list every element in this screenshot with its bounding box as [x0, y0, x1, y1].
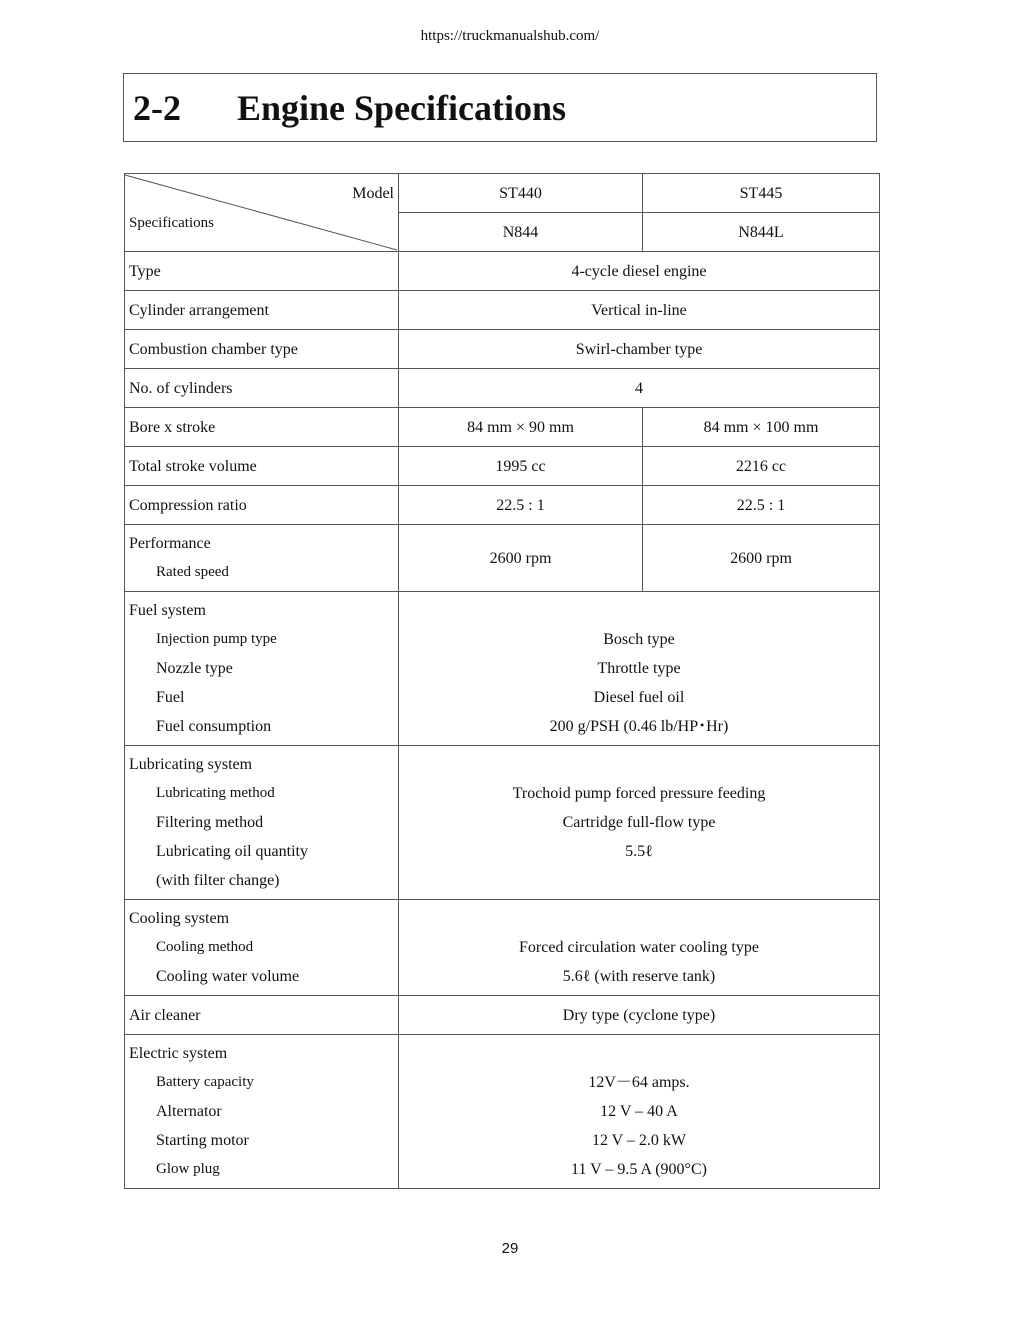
value-line: 5.6ℓ (with reserve tank)	[562, 968, 716, 985]
row-label-performance	[125, 525, 399, 592]
section-number: 2-2	[133, 88, 181, 128]
value-line: 12 V – 2.0 kW	[591, 1132, 687, 1149]
row-value-total-volume-st440: 1995 cc	[399, 447, 643, 486]
sub-label: Lubricating method	[156, 785, 275, 801]
group-label: Performance	[129, 535, 211, 552]
group-label: Electric system	[129, 1045, 228, 1062]
row-value-compression-st445: 22.5 : 1	[643, 486, 880, 525]
row-value-combustion-chamber: Swirl-chamber type	[399, 330, 880, 369]
group-label: Lubricating system	[129, 756, 253, 773]
value-line: 12 V – 40 A	[600, 1103, 678, 1120]
value-line: 5.5ℓ	[625, 843, 653, 860]
table-row	[125, 525, 880, 592]
row-label-total-volume: Total stroke volume	[125, 447, 399, 486]
row-label-compression: Compression ratio	[125, 486, 399, 525]
row-label-bore-stroke: Bore x stroke	[125, 408, 399, 447]
sub-label: Filtering method	[156, 814, 264, 831]
row-label-type: Type	[125, 252, 399, 291]
row-value-electric-system	[399, 1035, 880, 1189]
sub-label: Cooling water volume	[156, 968, 300, 985]
sub-label: Battery capacity	[156, 1074, 254, 1090]
row-label-cylinders: No. of cylinders	[125, 369, 399, 408]
sub-label: Injection pump type	[156, 631, 277, 647]
table-row	[125, 1035, 880, 1189]
sub-label: Rated speed	[156, 564, 229, 580]
sub-label: (with filter change)	[156, 872, 280, 889]
row-label-air-cleaner: Air cleaner	[125, 996, 399, 1035]
value-line: Forced circulation water cooling type	[519, 939, 759, 956]
table-row	[125, 330, 880, 369]
row-value-lubricating-system	[399, 746, 880, 900]
table-row	[125, 447, 880, 486]
table-row	[125, 291, 880, 330]
row-label-cylinder-arrangement: Cylinder arrangement	[125, 291, 399, 330]
value-line: Throttle type	[597, 660, 681, 677]
row-value-compression-st440: 22.5 : 1	[399, 486, 643, 525]
sub-label: Lubricating oil quantity	[156, 843, 308, 860]
value-line: Cartridge full-flow type	[562, 814, 716, 831]
row-label-lubricating-system	[125, 746, 399, 900]
sub-label: Fuel consumption	[156, 718, 272, 735]
row-value-bore-stroke-st440: 84 mm × 90 mm	[399, 408, 643, 447]
corner-specifications-label: Specifications	[129, 215, 214, 231]
table-row	[125, 592, 880, 746]
engine-spec-table	[124, 173, 880, 1189]
value-line: Diesel fuel oil	[593, 689, 685, 706]
corner-model-label: Model	[352, 185, 394, 202]
group-label: Cooling system	[129, 910, 230, 927]
sub-label: Cooling method	[156, 939, 254, 955]
row-value-fuel-system	[399, 592, 880, 746]
table-row	[125, 252, 880, 291]
model-header-st440: ST440	[399, 174, 643, 213]
value-line: 12V－64 amps.	[588, 1074, 690, 1091]
sub-label: Starting motor	[156, 1132, 249, 1149]
table-row	[125, 900, 880, 996]
engine-header-n844: N844	[399, 213, 643, 252]
sub-label: Fuel	[156, 689, 185, 706]
value-line: Bosch type	[603, 631, 675, 648]
row-label-cooling-system	[125, 900, 399, 996]
row-value-rated-speed-st440: 2600 rpm	[399, 525, 643, 592]
section-title: Engine Specifications	[237, 88, 567, 128]
row-label-electric-system	[125, 1035, 399, 1189]
row-value-cylinder-arrangement: Vertical in-line	[399, 291, 880, 330]
row-label-fuel-system	[125, 592, 399, 746]
row-value-air-cleaner: Dry type (cyclone type)	[399, 996, 880, 1035]
table-row	[125, 746, 880, 900]
table-row	[125, 996, 880, 1035]
row-value-rated-speed-st445: 2600 rpm	[643, 525, 880, 592]
model-header-st445: ST445	[643, 174, 880, 213]
table-row	[125, 369, 880, 408]
group-label: Fuel system	[129, 602, 206, 619]
page-number: 29	[501, 1240, 519, 1257]
row-value-type: 4-cycle diesel engine	[399, 252, 880, 291]
row-value-bore-stroke-st445: 84 mm × 100 mm	[643, 408, 880, 447]
row-value-total-volume-st445: 2216 cc	[643, 447, 880, 486]
table-row	[125, 486, 880, 525]
table-corner-cell	[125, 174, 399, 252]
value-line: 200 g/PSH (0.46 lb/HP･Hr)	[549, 718, 729, 735]
row-value-cooling-system	[399, 900, 880, 996]
table-row	[125, 408, 880, 447]
sub-label: Nozzle type	[156, 660, 233, 677]
sub-label: Alternator	[156, 1103, 222, 1120]
sub-label: Glow plug	[156, 1161, 220, 1177]
section-title-box	[123, 73, 877, 142]
engine-header-n844l: N844L	[643, 213, 880, 252]
value-line: Trochoid pump forced pressure feeding	[512, 785, 766, 802]
row-value-cylinders: 4	[399, 369, 880, 408]
row-label-combustion-chamber: Combustion chamber type	[125, 330, 399, 369]
source-url: https://truckmanualshub.com/	[420, 28, 600, 44]
value-line: 11 V – 9.5 A (900°C)	[571, 1161, 707, 1178]
